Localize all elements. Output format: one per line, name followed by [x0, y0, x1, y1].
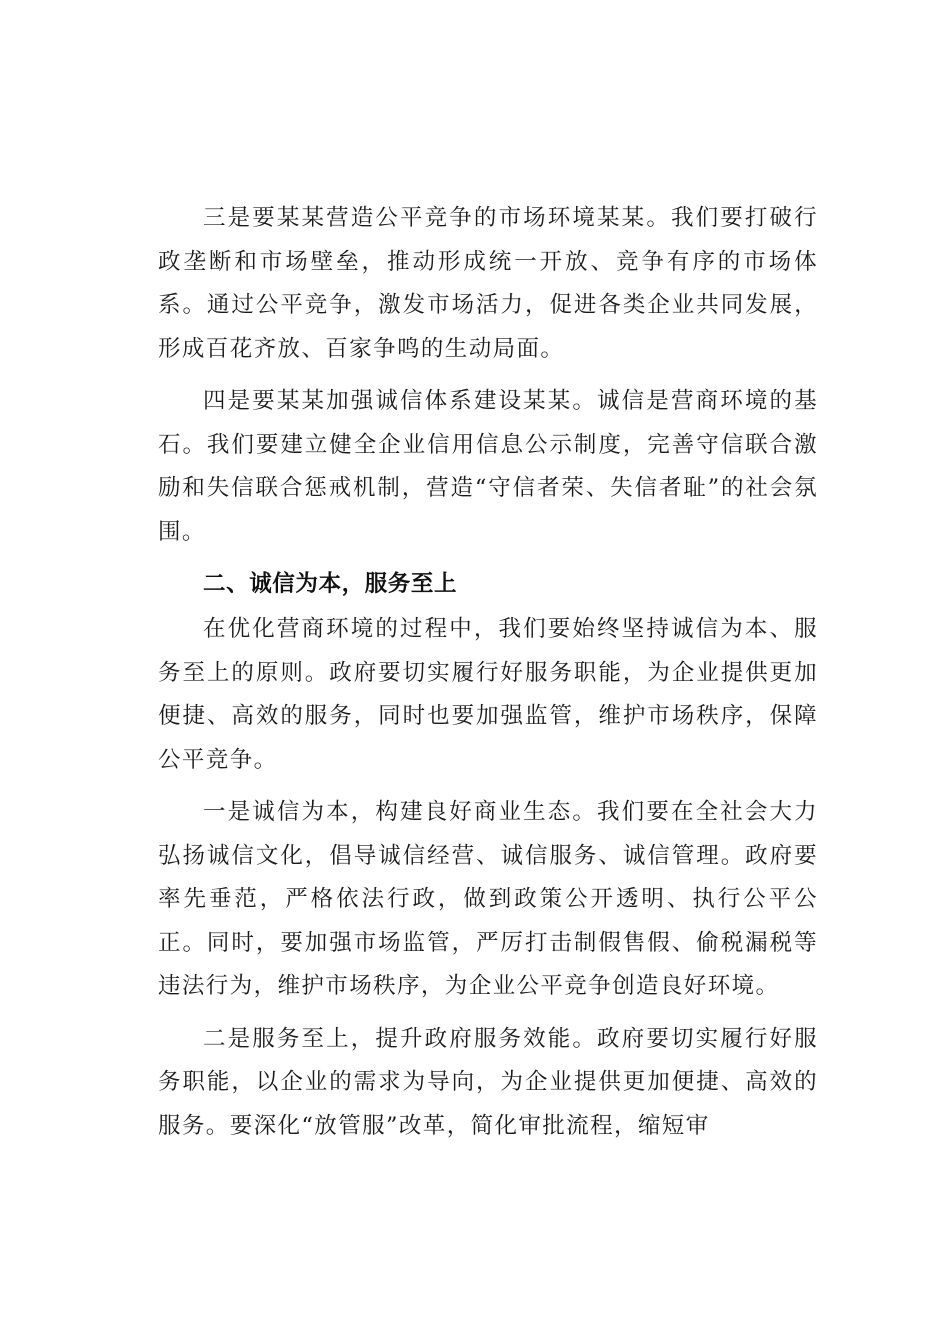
paragraph-credit-system: 四是要某某加强诚信体系建设某某。诚信是营商环境的基石。我们要建立健全企业信用信息公示制度，完善守信联合激励和失信联合惩戒机制，营造“守信者荣、失信者耻”的社会氛围。 [158, 388, 818, 545]
paragraph-service-first: 二是服务至上，提升政府服务效能。政府要切实履行好服务职能，以企业的需求为导向，为企业提供更加便捷、高效的服务。要深化“放管服”改革，简化审批流程，缩短审 [158, 1025, 818, 1139]
paragraph-fair-competition: 三是要某某营造公平竞争的市场环境某某。我们要打破行政垄断和市场壁垒，推动形成统一开放、竞争有序的市场体系。通过公平竞争，激发市场活力，促进各类企业共同发展，形成百花齐放、百家争鸣的生动局面。 [158, 205, 818, 362]
paragraph-integrity-first: 一是诚信为本，构建良好商业生态。我们要在全社会大力弘扬诚信文化，倡导诚信经营、诚信服务、诚信管理。政府要率先垂范，严格依法行政，做到政策公开透明、执行公平公正。同时，要加强市场监管，严厉打击制假售假、偷税漏税等违法行为，维护市场秩序，为企业公平竞争创造良好环境。 [158, 799, 818, 999]
paragraph-section-intro: 在优化营商环境的过程中，我们要始终坚持诚信为本、服务至上的原则。政府要切实履行好服务职能，为企业提供更加便捷、高效的服务，同时也要加强监管，维护市场秩序，保障公平竞争。 [158, 616, 818, 773]
document-body [158, 197, 818, 1157]
section-heading: 二、诚信为本，服务至上 [203, 571, 458, 597]
